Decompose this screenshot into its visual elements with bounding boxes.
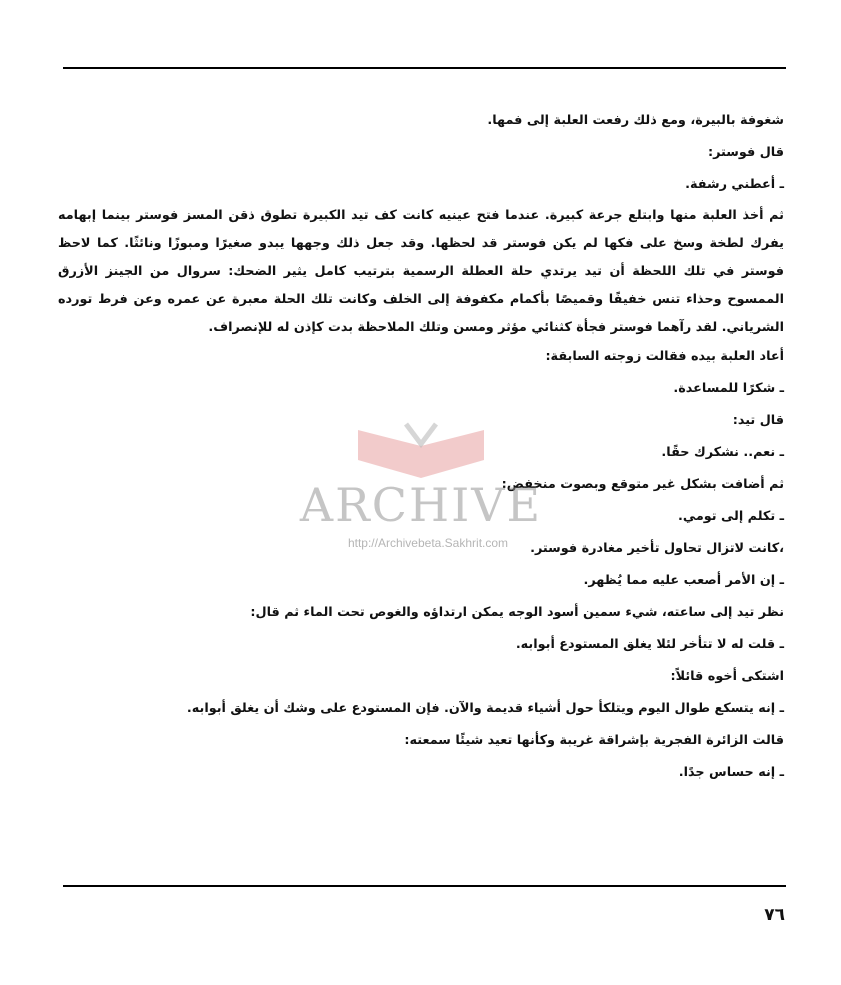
text-line: ثم أضافت بشكل غير متوقع وبصوت منخفض: [501, 477, 784, 492]
text-line: ـ شكرًا للمساعدة. [673, 381, 784, 396]
watermark-title: ARCHIVE [299, 478, 543, 532]
text-line: قال فوستر: [707, 145, 784, 160]
page-text [58, 112, 784, 796]
bottom-rule [63, 885, 786, 887]
text-line: اشتكى أخوه قائلاً: [670, 669, 784, 684]
text-line: ـ قلت له لا تتأخر لئلا يغلق المستودع أبوابه. [515, 637, 784, 652]
text-line: نظر تيد إلى ساعته، شيء سمين أسود الوجه يمكن ارتداؤه والغوص تحت الماء ثم قال: [250, 605, 784, 620]
text-line: أعاد العلبة بيده فقالت زوجته السابقة: [545, 349, 784, 364]
text-line: ،كانت لاتزال تحاول تأخير مغادرة فوستر. [530, 541, 784, 556]
watermark-url: http://Archivebeta.Sakhrit.com [347, 536, 509, 550]
text-line: ـ نعم.. نشكرك حقًا. [661, 445, 784, 460]
text-line: قال تيد: [732, 413, 784, 428]
text-line: ـ إنه حساس جدًا. [678, 765, 784, 780]
text-line: قالت الزائرة الفجرية بإشراقة غريبة وكأنها تعيد شيئًا سمعته: [404, 733, 784, 748]
text-line: ـ إن الأمر أصعب عليه مما يُظهر. [583, 573, 784, 588]
top-rule [63, 67, 786, 69]
text-paragraph: ثم أخذ العلبة منها وابتلع جرعة كبيرة. عندما فتح عينيه كانت كف تيد الكبيرة تطوق ذقن المسز فوستر بينما إبهامه يفرك لطخة وسخ على فكها لم يكن فوستر قد لحظها. وقد جعل ذلك وجهها يبدو صغيرًا ومبوزًا ونائثًا. كما لاحظ فوستر في تلك اللحظة أن تيد يرتدي حلة العطلة الرسمية بترتيب كامل يثير الضحك: سروال من الجينز الأزرق الممسوح وحذاء تنس خفيفًا وقميصًا بأكمام مكفوفة إلى الخلف وكانت تلك الحلة معبرة عن عمره وعن فرط تورده الشرياني. لقد رآهما فوستر فجأة كثنائي مؤثر ومسن وتلك الملاحظة بدت كإذن له للإنصراف. [58, 208, 784, 335]
text-line: ـ إنه يتسكع طوال اليوم ويتلكأ حول أشياء قديمة والآن. فإن المستودع على وشك أن يغلق أبوابه. [186, 701, 784, 716]
text-line: شغوفة بالبيرة، ومع ذلك رفعت العلبة إلى فمها. [487, 113, 784, 128]
page-number: ٧٦ [764, 905, 785, 925]
text-line: ـ أعطني رشفة. [685, 177, 784, 192]
text-line: ـ تكلم إلى تومي. [678, 509, 784, 524]
